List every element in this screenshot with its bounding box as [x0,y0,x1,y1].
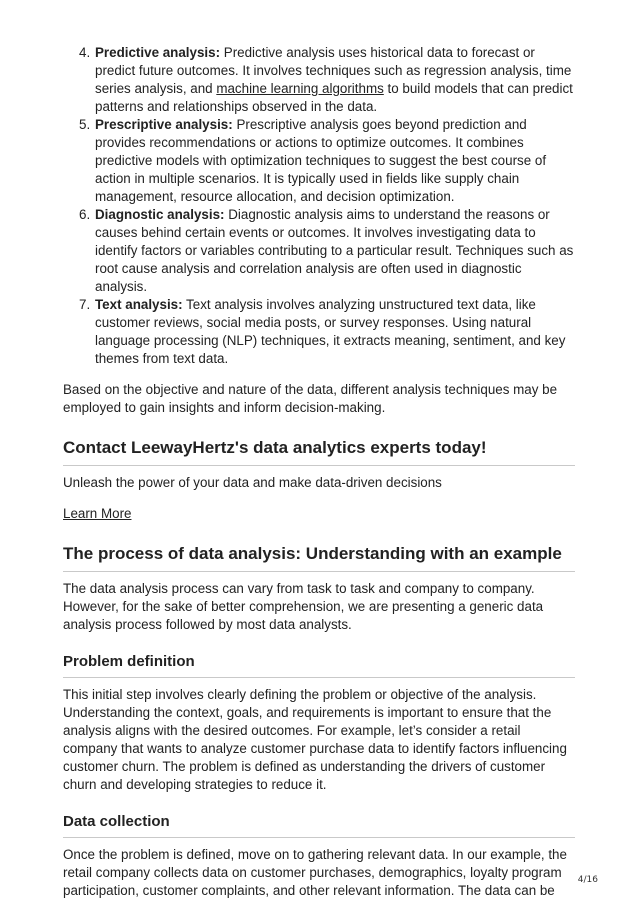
list-item-text: Prescriptive analysis goes beyond prediction and provides recommendations or actions to optimize outcomes. It combines predictive models with optimization techniques to suggest the best course of action in multiple scenarios. It is typically used in fields like supply chain management, resource allocation, and decision optimization. [95,117,547,204]
list-item-text: Text analysis involves analyzing unstructured text data, like customer reviews, social media posts, or survey responses. Using natural language processing (NLP) techniques, it extracts meaning, sentiment, and key themes from text data. [95,297,566,366]
list-item-term: Diagnostic analysis: [95,207,225,222]
list-item-text-analysis [79,296,575,368]
list-item-diagnostic [79,206,575,296]
list-number: 7. [79,297,91,312]
list-item-text: Predictive analysis uses historical data to forecast or predict future outcomes. It involves techniques such as regression analysis, time series analysis, and [95,45,572,96]
summary-paragraph: Based on the objective and nature of the data, different analysis techniques may be employed to gain insights and inform decision-making. [63,382,558,415]
problem-definition-paragraph: This initial step involves clearly defining the problem or objective of the analysis. Understanding the context, goals, and requirements is important to ensure that the analysis aligns with the desired outcomes. For example, let’s consider a retail company that wants to analyze customer purchase data to identify factors influencing customer churn. The problem is defined as understanding the drivers of customer churn and developing strategies to reduce it. [63,687,567,792]
machine-learning-link[interactable]: machine learning algorithms [216,81,384,96]
list-item-term: Prescriptive analysis: [95,117,233,132]
list-item-term: Text analysis: [95,297,183,312]
contact-subtext: Unleash the power of your data and make data-driven decisions [63,475,442,490]
document-page [63,44,575,900]
page-number: 4/16 [577,875,598,885]
process-paragraph: The data analysis process can vary from task to task and company to company. However, for the sake of better comprehension, we are presenting a generic data analysis process followed by most data analysts. [63,581,544,632]
process-heading: The process of data analysis: Understanding with an example [63,543,575,572]
analysis-types-list [63,44,575,368]
list-item-term: Predictive analysis: [95,45,221,60]
data-collection-paragraph: Once the problem is defined, move on to gathering relevant data. In our example, the retail company collects data on customer purchases, demographics, loyalty program participation, customer complaints, and other relevant information. The data can be [63,847,567,898]
list-item-text: to build models that can predict patterns and relationships observed in the data. [95,81,573,114]
list-item-predictive [79,44,575,116]
problem-definition-heading: Problem definition [63,652,575,678]
list-number: 6. [79,207,91,222]
list-item-prescriptive [79,116,575,206]
list-number: 4. [79,45,91,60]
learn-more-row [63,505,575,523]
list-item-text: Diagnostic analysis aims to understand the reasons or causes behind certain events or outcomes. It involves investigating data to identify factors or variables contributing to a particular result. Techniques such as root cause analysis and correlation analysis are often used in diagnostic analysis. [95,207,574,294]
list-number: 5. [79,117,91,132]
contact-heading: Contact LeewayHertz's data analytics experts today! [63,437,575,466]
learn-more-link[interactable]: Learn More [63,506,132,521]
data-collection-heading: Data collection [63,812,575,838]
